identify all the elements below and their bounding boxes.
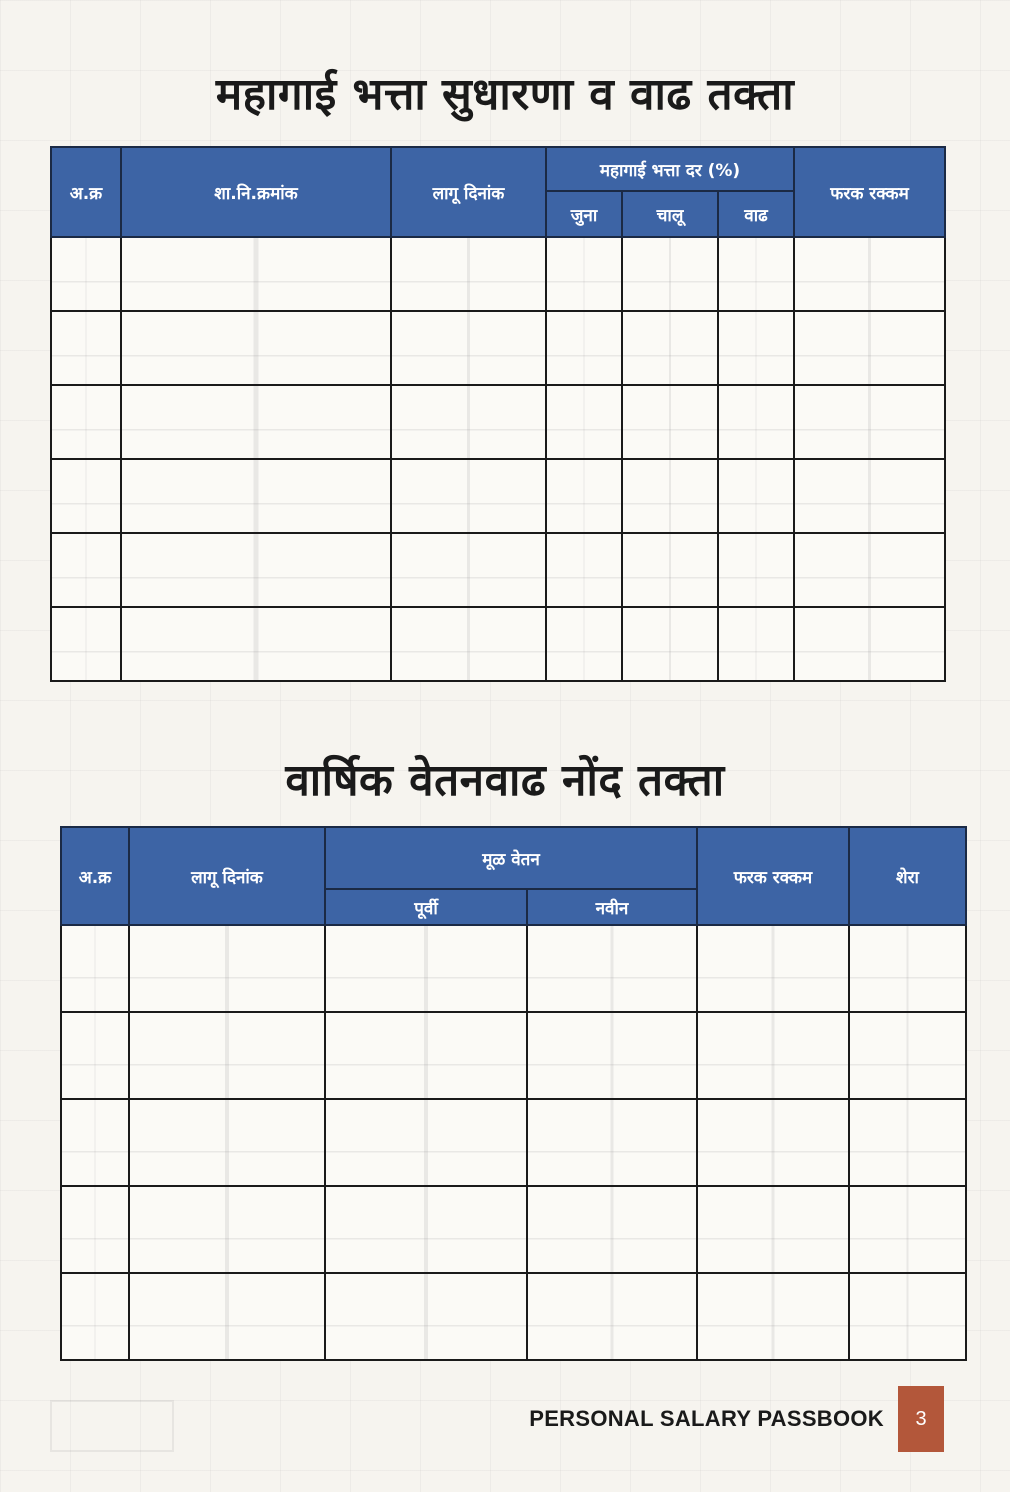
table-cell[interactable]: [527, 1099, 697, 1186]
table-cell[interactable]: [527, 1012, 697, 1099]
table-cell[interactable]: [794, 607, 945, 681]
header-da-current: चालू: [622, 191, 718, 237]
table-cell[interactable]: [129, 1012, 325, 1099]
table-cell[interactable]: [325, 1099, 527, 1186]
table-cell[interactable]: [391, 459, 546, 533]
table-cell[interactable]: [61, 1012, 129, 1099]
table-row: [61, 1012, 966, 1099]
table-cell[interactable]: [61, 925, 129, 1012]
table-cell[interactable]: [527, 925, 697, 1012]
table-cell[interactable]: [51, 385, 121, 459]
table-cell[interactable]: [391, 607, 546, 681]
table-row: [51, 385, 945, 459]
table-row: [51, 607, 945, 681]
table-cell[interactable]: [51, 459, 121, 533]
header-basic-pay-previous: पूर्वी: [325, 889, 527, 925]
table-cell[interactable]: [129, 1099, 325, 1186]
page-footer: [529, 1386, 944, 1452]
table-cell[interactable]: [129, 1186, 325, 1273]
table-cell[interactable]: [527, 1186, 697, 1273]
table-row: [51, 237, 945, 311]
table-cell[interactable]: [121, 533, 391, 607]
table-cell[interactable]: [794, 385, 945, 459]
table-cell[interactable]: [622, 237, 718, 311]
annual-increment-table-title: वार्षिक वेतनवाढ नोंद तक्ता: [285, 755, 725, 806]
table-cell[interactable]: [546, 459, 622, 533]
header-difference-amount: फरक रक्कम: [794, 147, 945, 237]
table-cell[interactable]: [325, 1012, 527, 1099]
table-cell[interactable]: [325, 925, 527, 1012]
page-number: 3: [898, 1386, 944, 1452]
table-cell[interactable]: [849, 1186, 966, 1273]
table-row: [61, 1186, 966, 1273]
table-cell[interactable]: [325, 1273, 527, 1360]
table-cell[interactable]: [121, 385, 391, 459]
table-cell[interactable]: [121, 607, 391, 681]
table-row: [61, 1099, 966, 1186]
table-row: [61, 925, 966, 1012]
table-cell[interactable]: [697, 925, 849, 1012]
table-cell[interactable]: [546, 237, 622, 311]
table-cell[interactable]: [697, 1186, 849, 1273]
table-cell[interactable]: [849, 925, 966, 1012]
table-row: [51, 533, 945, 607]
table-cell[interactable]: [697, 1099, 849, 1186]
table-cell[interactable]: [546, 607, 622, 681]
table-cell[interactable]: [51, 311, 121, 385]
header-serial: अ.क्र: [51, 147, 121, 237]
table-cell[interactable]: [121, 237, 391, 311]
table-cell[interactable]: [697, 1273, 849, 1360]
table-cell[interactable]: [391, 385, 546, 459]
table2-body: [61, 925, 966, 1360]
table-cell[interactable]: [794, 237, 945, 311]
table-cell[interactable]: [794, 311, 945, 385]
dearness-allowance-table-title: महागाई भत्ता सुधारणा व वाढ तक्ता: [215, 69, 795, 120]
table-cell[interactable]: [61, 1099, 129, 1186]
header-da-increase: वाढ: [718, 191, 794, 237]
table-cell[interactable]: [622, 533, 718, 607]
dearness-allowance-table: [50, 146, 946, 682]
table-cell[interactable]: [51, 533, 121, 607]
table-cell[interactable]: [51, 607, 121, 681]
table-cell[interactable]: [718, 237, 794, 311]
annual-increment-table: [60, 826, 967, 1361]
table-cell[interactable]: [622, 385, 718, 459]
table-cell[interactable]: [51, 237, 121, 311]
table-cell[interactable]: [622, 311, 718, 385]
table-cell[interactable]: [391, 237, 546, 311]
header-effective-date: लागू दिनांक: [129, 827, 325, 925]
table-cell[interactable]: [794, 459, 945, 533]
table-cell[interactable]: [129, 925, 325, 1012]
table-cell[interactable]: [718, 533, 794, 607]
header-gr-number: शा.नि.क्रमांक: [121, 147, 391, 237]
table-row: [61, 1273, 966, 1360]
header-da-rate-group: महागाई भत्ता दर (%): [546, 147, 794, 191]
table-cell[interactable]: [718, 385, 794, 459]
table-cell[interactable]: [527, 1273, 697, 1360]
table-cell[interactable]: [849, 1099, 966, 1186]
header-serial: अ.क्र: [61, 827, 129, 925]
table-cell[interactable]: [622, 459, 718, 533]
table-cell[interactable]: [546, 533, 622, 607]
table-cell[interactable]: [794, 533, 945, 607]
header-basic-pay-group: मूळ वेतन: [325, 827, 697, 889]
table-cell[interactable]: [61, 1273, 129, 1360]
table-cell[interactable]: [391, 311, 546, 385]
table-cell[interactable]: [391, 533, 546, 607]
table-cell[interactable]: [546, 311, 622, 385]
table-cell[interactable]: [849, 1012, 966, 1099]
table-cell[interactable]: [622, 607, 718, 681]
table1-body: [51, 237, 945, 681]
table-cell[interactable]: [61, 1186, 129, 1273]
table-cell[interactable]: [718, 459, 794, 533]
table-cell[interactable]: [718, 311, 794, 385]
header-effective-date: लागू दिनांक: [391, 147, 546, 237]
table-cell[interactable]: [849, 1273, 966, 1360]
table-row: [51, 311, 945, 385]
table-cell[interactable]: [129, 1273, 325, 1360]
table-cell[interactable]: [697, 1012, 849, 1099]
header-basic-pay-new: नवीन: [527, 889, 697, 925]
table-cell[interactable]: [121, 311, 391, 385]
table-row: [51, 459, 945, 533]
header-difference-amount: फरक रक्कम: [697, 827, 849, 925]
header-da-old: जुना: [546, 191, 622, 237]
footer-label: PERSONAL SALARY PASSBOOK: [529, 1406, 884, 1431]
table-cell[interactable]: [546, 385, 622, 459]
header-remarks: शेरा: [849, 827, 966, 925]
table-cell[interactable]: [121, 459, 391, 533]
bleed-through-mark: [50, 1400, 174, 1452]
table-cell[interactable]: [325, 1186, 527, 1273]
table-cell[interactable]: [718, 607, 794, 681]
